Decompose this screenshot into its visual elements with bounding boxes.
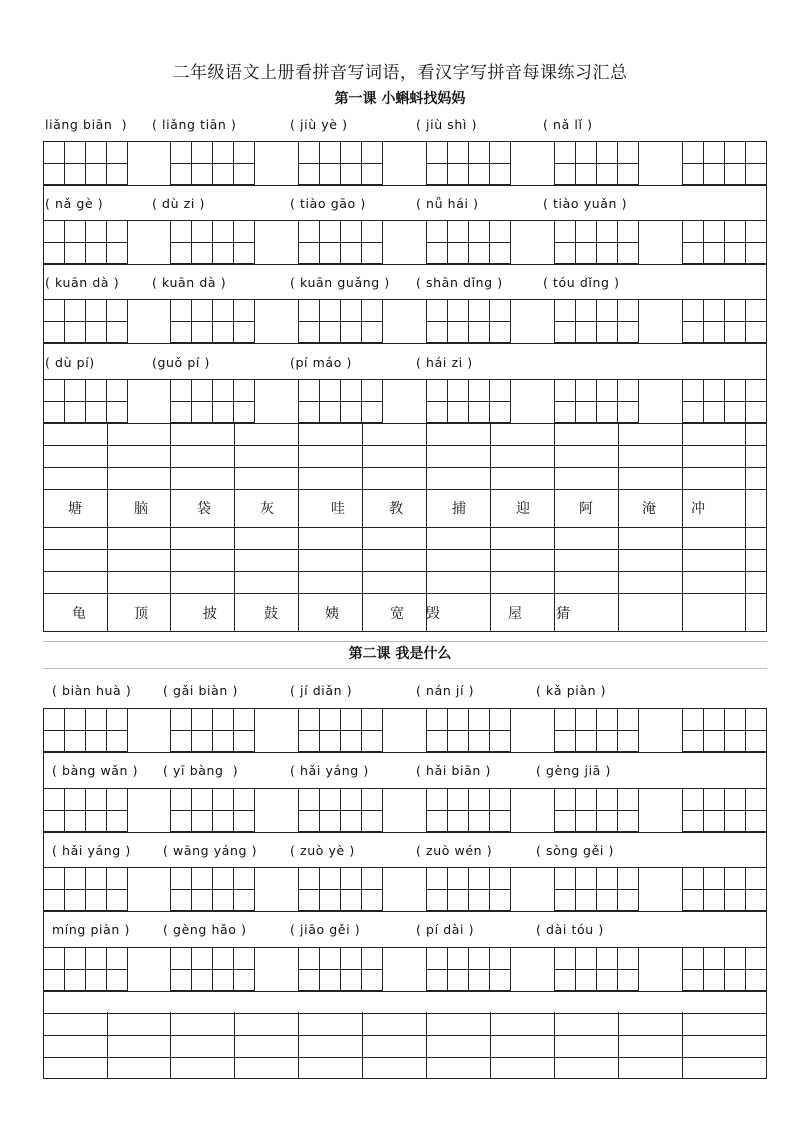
pinyin-prompt: (guǒ pí ): [152, 355, 211, 370]
grid-line: [170, 242, 254, 243]
pinyin-prompt: ( kuān guǎng ): [290, 275, 390, 290]
lesson-heading: 第一课 小蝌蚪找妈妈: [334, 91, 466, 107]
grid-line: [554, 889, 638, 890]
grid-line: [43, 810, 127, 811]
pinyin-prompt: ( hǎi biān ): [416, 763, 491, 778]
character-prompt: 顶: [134, 606, 148, 622]
grid-line: [298, 810, 382, 811]
pinyin-prompt: ( kuān dà ): [152, 275, 227, 290]
pinyin-prompt: ( gèng jiā ): [536, 763, 611, 778]
character-prompt: 迎: [516, 501, 530, 517]
table-line: [43, 1057, 767, 1058]
character-prompt: 龟: [72, 606, 86, 622]
pinyin-prompt: ( dù pí): [45, 355, 95, 370]
pinyin-prompt: ( sòng gěi ): [536, 843, 614, 858]
pinyin-prompt: ( jiù shì ): [416, 117, 478, 132]
grid-line: [682, 810, 766, 811]
table-col-line: [745, 423, 746, 631]
grid-line: [170, 969, 254, 970]
grid-line: [298, 889, 382, 890]
pinyin-prompt: (pí máo ): [290, 355, 352, 370]
table-col-line: [170, 423, 171, 631]
table-header-band: [44, 992, 766, 1012]
row-line: [43, 867, 767, 868]
row-line: [43, 264, 767, 265]
table-line: [43, 1078, 767, 1079]
character-prompt: 冲: [691, 501, 705, 517]
pinyin-prompt: ( dài tóu ): [536, 922, 604, 937]
row-line: [43, 379, 767, 380]
pinyin-prompt: ( zuò yè ): [290, 843, 355, 858]
character-prompt: 捕: [452, 501, 466, 517]
row-line: [43, 343, 767, 344]
pinyin-prompt: ( dù zi ): [152, 196, 205, 211]
grid-line: [682, 401, 766, 402]
table-col-line: [490, 423, 491, 631]
grid-line: [43, 321, 127, 322]
table-line: [43, 593, 767, 594]
grid-line: [170, 321, 254, 322]
table-line: [43, 631, 767, 632]
table-col-line: [234, 423, 235, 631]
character-prompt: 淹: [642, 501, 656, 517]
character-prompt: 毁: [426, 606, 440, 622]
character-prompt: 教: [389, 501, 403, 517]
row-line: [43, 220, 767, 221]
pinyin-prompt: ( biàn huà ): [52, 683, 132, 698]
pinyin-prompt: ( nǚ hái ): [416, 196, 479, 211]
grid-line: [554, 401, 638, 402]
grid-line: [554, 810, 638, 811]
grid-line: [298, 242, 382, 243]
pinyin-prompt: ( bàng wǎn ): [52, 763, 139, 778]
table-col-line: [554, 423, 555, 631]
pinyin-prompt: ( tiào yuǎn ): [543, 196, 628, 211]
grid-line: [554, 242, 638, 243]
grid-line: [426, 163, 510, 164]
row-line: [43, 911, 767, 912]
grid-line: [43, 969, 127, 970]
grid-line: [682, 730, 766, 731]
character-prompt: 塘: [68, 501, 82, 517]
grid-line: [682, 242, 766, 243]
grid-line: [298, 969, 382, 970]
pinyin-prompt: ( hǎi yáng ): [290, 763, 369, 778]
table-line: [43, 1035, 767, 1036]
table-line: [43, 1013, 767, 1014]
grid-line: [554, 163, 638, 164]
character-prompt: 鼓: [264, 606, 278, 622]
pinyin-prompt: ( wāng yáng ): [163, 843, 258, 858]
pinyin-prompt: ( shān dǐng ): [416, 275, 503, 290]
grid-line: [426, 321, 510, 322]
table-border: [766, 708, 767, 991]
grid-line: [43, 401, 127, 402]
pinyin-prompt: ( kuān dà ): [45, 275, 120, 290]
character-prompt: 猜: [556, 606, 570, 622]
section-divider: [43, 668, 767, 669]
grid-line: [426, 242, 510, 243]
section-divider: [43, 641, 767, 642]
character-prompt: 哇: [331, 501, 345, 517]
table-line: [43, 489, 767, 490]
grid-line: [682, 163, 766, 164]
row-line: [43, 299, 767, 300]
table-border: [766, 991, 767, 1078]
pinyin-prompt: ( pí dài ): [416, 922, 475, 937]
row-line: [43, 185, 767, 186]
pinyin-prompt: ( zuò wén ): [416, 843, 493, 858]
pinyin-prompt: ( tóu dǐng ): [543, 275, 620, 290]
row-line: [43, 832, 767, 833]
table-border: [43, 708, 44, 991]
grid-line: [170, 730, 254, 731]
row-line: [43, 752, 767, 753]
table-line: [43, 571, 767, 572]
table-border: [766, 141, 767, 423]
grid-line: [682, 321, 766, 322]
grid-line: [298, 730, 382, 731]
grid-line: [43, 242, 127, 243]
pinyin-prompt: míng piàn ): [52, 922, 130, 937]
grid-line: [298, 321, 382, 322]
row-line: [43, 947, 767, 948]
character-prompt: 披: [203, 606, 217, 622]
pinyin-prompt: ( jí diǎn ): [290, 683, 353, 698]
grid-line: [170, 163, 254, 164]
page-title: 二年级语文上册看拼音写词语，看汉字写拼音每课练习汇总: [172, 63, 628, 83]
grid-line: [426, 889, 510, 890]
pinyin-prompt: ( nán jí ): [416, 683, 475, 698]
row-line: [43, 708, 767, 709]
grid-line: [43, 163, 127, 164]
pinyin-prompt: ( gèng hǎo ): [163, 922, 247, 937]
pinyin-prompt: ( nǎ lǐ ): [543, 117, 593, 132]
character-prompt: 姨: [325, 606, 339, 622]
pinyin-prompt: ( hǎi yáng ): [52, 843, 131, 858]
grid-line: [426, 401, 510, 402]
pinyin-prompt: ( liǎng tiān ): [152, 117, 237, 132]
pinyin-prompt: ( jiù yè ): [290, 117, 348, 132]
pinyin-prompt: ( jiāo gěi ): [290, 922, 361, 937]
table-col-line: [362, 423, 363, 631]
grid-line: [298, 401, 382, 402]
grid-line: [682, 889, 766, 890]
table-line: [43, 549, 767, 550]
row-line: [43, 141, 767, 142]
grid-line: [426, 810, 510, 811]
grid-line: [170, 889, 254, 890]
character-prompt: 屋: [508, 606, 522, 622]
character-prompt: 脑: [134, 501, 148, 517]
grid-line: [682, 969, 766, 970]
character-prompt: 袋: [197, 501, 211, 517]
pinyin-prompt: liǎng biān ): [45, 117, 128, 132]
grid-line: [554, 730, 638, 731]
grid-line: [426, 969, 510, 970]
grid-line: [554, 969, 638, 970]
table-col-line: [107, 423, 108, 631]
table-col-line: [682, 423, 683, 631]
row-line: [43, 788, 767, 789]
table-border: [43, 141, 44, 423]
table-col-line: [298, 423, 299, 631]
character-prompt: 阿: [579, 501, 593, 517]
character-prompt: 宽: [390, 606, 404, 622]
pinyin-prompt: ( yī bàng ): [163, 763, 239, 778]
grid-line: [43, 730, 127, 731]
pinyin-prompt: ( nǎ gè ): [45, 196, 104, 211]
pinyin-prompt: ( hái zi ): [416, 355, 473, 370]
table-border: [43, 423, 44, 631]
grid-line: [298, 163, 382, 164]
table-col-line: [618, 423, 619, 631]
table-line: [43, 445, 767, 446]
grid-line: [170, 810, 254, 811]
table-border: [766, 423, 767, 631]
pinyin-prompt: ( gǎi biàn ): [163, 683, 238, 698]
pinyin-prompt: ( kǎ piàn ): [536, 683, 607, 698]
character-prompt: 灰: [260, 501, 274, 517]
grid-line: [170, 401, 254, 402]
pinyin-prompt: ( tiào gāo ): [290, 196, 366, 211]
table-line: [43, 467, 767, 468]
lesson-heading: 第二课 我是什么: [348, 646, 452, 662]
table-line: [43, 527, 767, 528]
table-col-line: [426, 423, 427, 631]
grid-line: [554, 321, 638, 322]
table-line: [43, 423, 767, 424]
grid-line: [426, 730, 510, 731]
grid-line: [43, 889, 127, 890]
